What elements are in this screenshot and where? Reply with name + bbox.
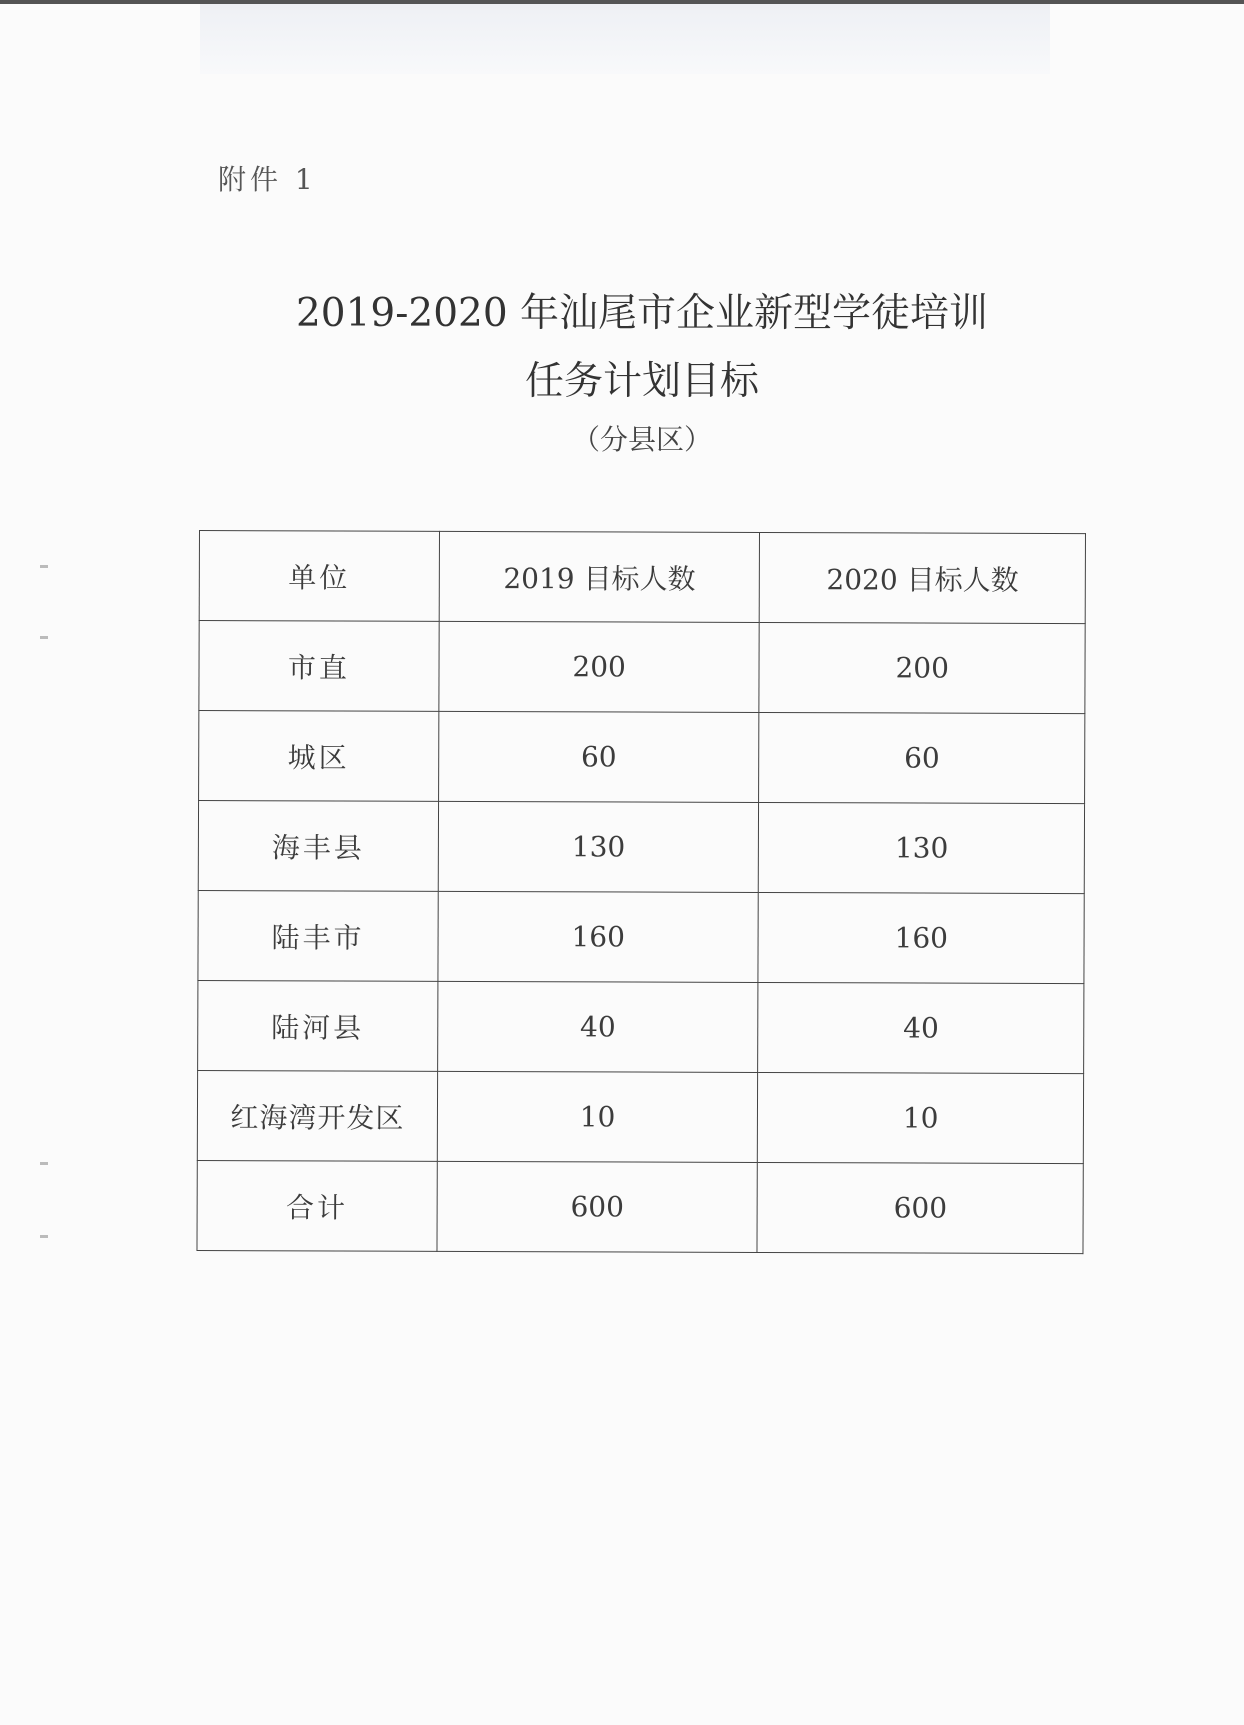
cell-2020: 10 [758, 1072, 1084, 1163]
cell-2019: 10 [437, 1071, 758, 1162]
table-row [199, 711, 1085, 804]
margin-mark [40, 636, 48, 639]
table-row [198, 801, 1084, 894]
cell-unit: 陆河县 [198, 980, 438, 1071]
document-title-line1: 2019-2020 年汕尾市企业新型学徒培训 [295, 291, 989, 336]
attachment-label: 附件 1 [218, 163, 317, 196]
margin-mark [40, 565, 48, 568]
header-unit: 单位 [199, 531, 439, 622]
cell-unit: 城区 [199, 711, 439, 802]
document-title-line2: 任务计划目标 [524, 359, 759, 404]
cell-2020: 60 [759, 712, 1085, 803]
cell-2020: 130 [759, 802, 1085, 893]
margin-mark [40, 1235, 48, 1238]
table-header-row [199, 531, 1085, 624]
scan-smudge [200, 4, 1050, 74]
table-row [199, 621, 1085, 714]
document-subtitle: （分县区） [571, 423, 712, 456]
cell-2019: 200 [439, 621, 760, 712]
table-row [198, 980, 1084, 1073]
table-row [197, 1070, 1083, 1163]
header-2020: 2020 目标人数 [760, 532, 1086, 623]
training-target-table [196, 530, 1086, 1254]
header-2019: 2019 目标人数 [439, 531, 760, 622]
cell-2019: 600 [437, 1161, 758, 1252]
margin-mark [40, 1162, 48, 1165]
cell-unit: 陆丰市 [198, 890, 438, 981]
cell-unit: 海丰县 [198, 801, 438, 892]
table-row [198, 890, 1084, 983]
cell-2019: 60 [438, 711, 759, 802]
cell-2020: 40 [758, 982, 1084, 1073]
table-total-row [197, 1160, 1083, 1253]
cell-2020: 160 [758, 892, 1084, 983]
cell-2020: 600 [757, 1162, 1083, 1253]
cell-2019: 160 [438, 891, 759, 982]
cell-2020: 200 [759, 622, 1085, 713]
cell-unit: 市直 [199, 621, 439, 712]
cell-2019: 130 [438, 801, 759, 892]
cell-unit: 红海湾开发区 [197, 1070, 437, 1161]
cell-unit: 合计 [197, 1160, 437, 1251]
cell-2019: 40 [437, 981, 758, 1072]
